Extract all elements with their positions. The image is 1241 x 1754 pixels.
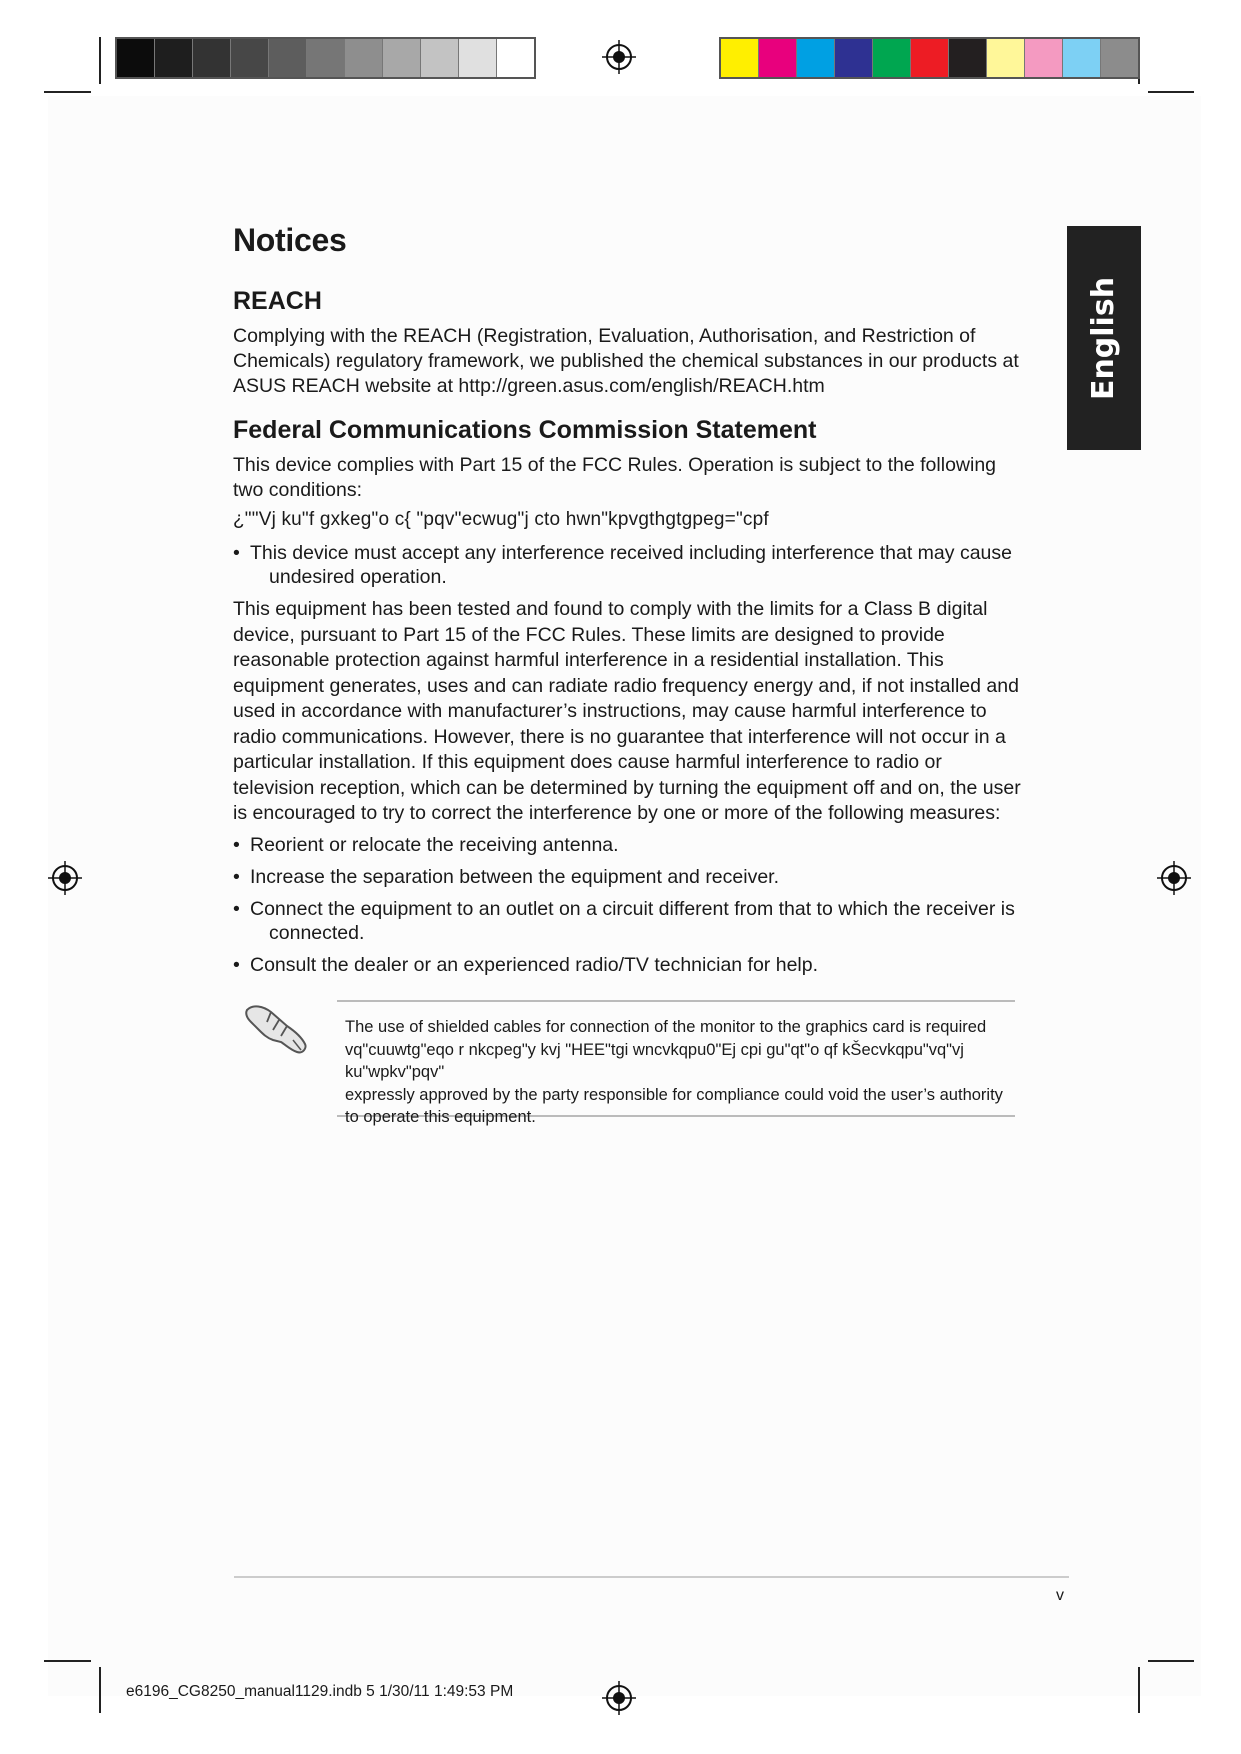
list-item-text: This device must accept any interference received including interference that may cause <box>250 542 1012 564</box>
color-swatch <box>1025 39 1063 77</box>
registration-mark-icon <box>602 40 636 74</box>
crop-mark <box>44 91 91 93</box>
color-swatch <box>835 39 873 77</box>
registration-mark-icon <box>1157 861 1191 895</box>
crop-mark <box>99 1667 101 1713</box>
list-item <box>233 833 1023 857</box>
color-swatch <box>873 39 911 77</box>
color-swatch <box>345 39 383 77</box>
color-swatch <box>459 39 497 77</box>
list-item-continuation: undesired operation. <box>269 566 447 588</box>
list-item <box>233 953 1023 977</box>
fcc-measures-list <box>233 833 1023 977</box>
fcc-intro: This device complies with Part 15 of the FCC Rules. Operation is subject to the following two conditions: <box>233 454 997 501</box>
color-swatch <box>231 39 269 77</box>
color-swatch <box>759 39 797 77</box>
list-item-text: Connect the equipment to an outlet on a circuit different from that to which the receiver is <box>250 897 1015 920</box>
footer-rule <box>234 1576 1069 1578</box>
color-swatch <box>1063 39 1101 77</box>
language-tab <box>1067 226 1141 450</box>
crop-mark <box>44 1660 91 1662</box>
fcc-body: This equipment has been tested and found to comply with the limits for a Class B digital device, pursuant to Part 15 of the FCC Rules. These limits are designed to provide reasonable protection against harmful interference in a residential installation. This equipment generates, uses and can radiate radio frequency energy and, if not installed and used in accordance with manufacturer’s instructions, may cause harmful interference to radio communications. However, there is no guarantee that interference will not occur in a particular installation. If this equipment does cause harmful interference to radio or television reception, which can be determined by turning the equipment off and on, the user is encouraged to try to correct the interference by one or more of the following measures: <box>233 598 1021 824</box>
color-swatch <box>421 39 459 77</box>
page-title: Notices <box>233 222 347 258</box>
main-content <box>233 216 1023 985</box>
list-item-text: Reorient or relocate the receiving antenna. <box>250 833 619 856</box>
crop-mark <box>1148 1660 1194 1662</box>
registration-mark-icon <box>48 861 82 895</box>
crop-mark <box>1148 91 1194 93</box>
list-item <box>233 897 1023 945</box>
bullet: • <box>233 542 240 564</box>
page-number: v <box>1056 1587 1064 1604</box>
list-item-text: Increase the separation between the equipment and receiver. <box>250 865 780 888</box>
note-line: expressly approved by the party responsible for compliance could void the user’s authority <box>345 1085 1003 1104</box>
reach-paragraph: Complying with the REACH (Registration, Evaluation, Authorisation, and Restriction of Chemicals) regulatory framework, we published the chemical substances in our products at ASUS REACH website at http://green.asus.com/english/REACH.htm <box>233 325 1019 397</box>
color-swatch <box>307 39 345 77</box>
bullet: • <box>233 897 240 920</box>
bullet: • <box>233 833 240 856</box>
color-swatch <box>949 39 987 77</box>
print-slug: e6196_CG8250_manual1129.indb 5 1/30/11 1:49:53 PM <box>126 1683 514 1700</box>
color-swatch <box>155 39 193 77</box>
color-swatch <box>117 39 155 77</box>
crop-mark <box>1138 1667 1140 1713</box>
note-line: The use of shielded cables for connection of the monitor to the graphics card is required <box>345 1018 987 1036</box>
color-swatch <box>721 39 759 77</box>
note-text <box>337 1002 1015 1129</box>
color-swatch <box>383 39 421 77</box>
color-swatch <box>987 39 1025 77</box>
note-block <box>233 1000 1025 1126</box>
note-line: vq"cuuwtg"eqo r nkcpeg"y kvj "HEE"tgi wncvkqpu0"Ej cpi gu"qt"o qf kŠecvkqpu"vq"vj ku"wpkv"pqv" <box>345 1040 964 1081</box>
crop-mark <box>99 37 101 84</box>
color-bar <box>719 37 1140 79</box>
bullet: • <box>233 865 240 888</box>
note-box <box>337 1000 1015 1126</box>
fcc-condition-garbled: ¿""Vj ku"f gxkeg"o c{ "pqv"ecwug"j cto hwn"kpvgthgtgpeg="cpf <box>233 509 769 530</box>
pointing-hand-icon <box>243 1000 311 1060</box>
color-swatch <box>497 39 534 77</box>
grayscale-bar <box>115 37 536 79</box>
color-swatch <box>911 39 949 77</box>
language-tab-label: English <box>1086 276 1122 400</box>
reach-heading: REACH <box>233 287 322 315</box>
list-item <box>233 865 1023 889</box>
bullet: • <box>233 953 240 976</box>
color-swatch <box>1101 39 1138 77</box>
note-line: to operate this equipment. <box>345 1108 536 1126</box>
fcc-heading: Federal Communications Commission Statement <box>233 416 817 444</box>
color-swatch <box>193 39 231 77</box>
list-item-text: Consult the dealer or an experienced radio/TV technician for help. <box>250 953 819 976</box>
color-swatch <box>797 39 835 77</box>
list-item-continuation: connected. <box>269 921 365 944</box>
list-item <box>233 541 1023 589</box>
registration-mark-icon <box>602 1681 636 1715</box>
color-swatch <box>269 39 307 77</box>
fcc-conditions-list <box>233 541 1023 589</box>
